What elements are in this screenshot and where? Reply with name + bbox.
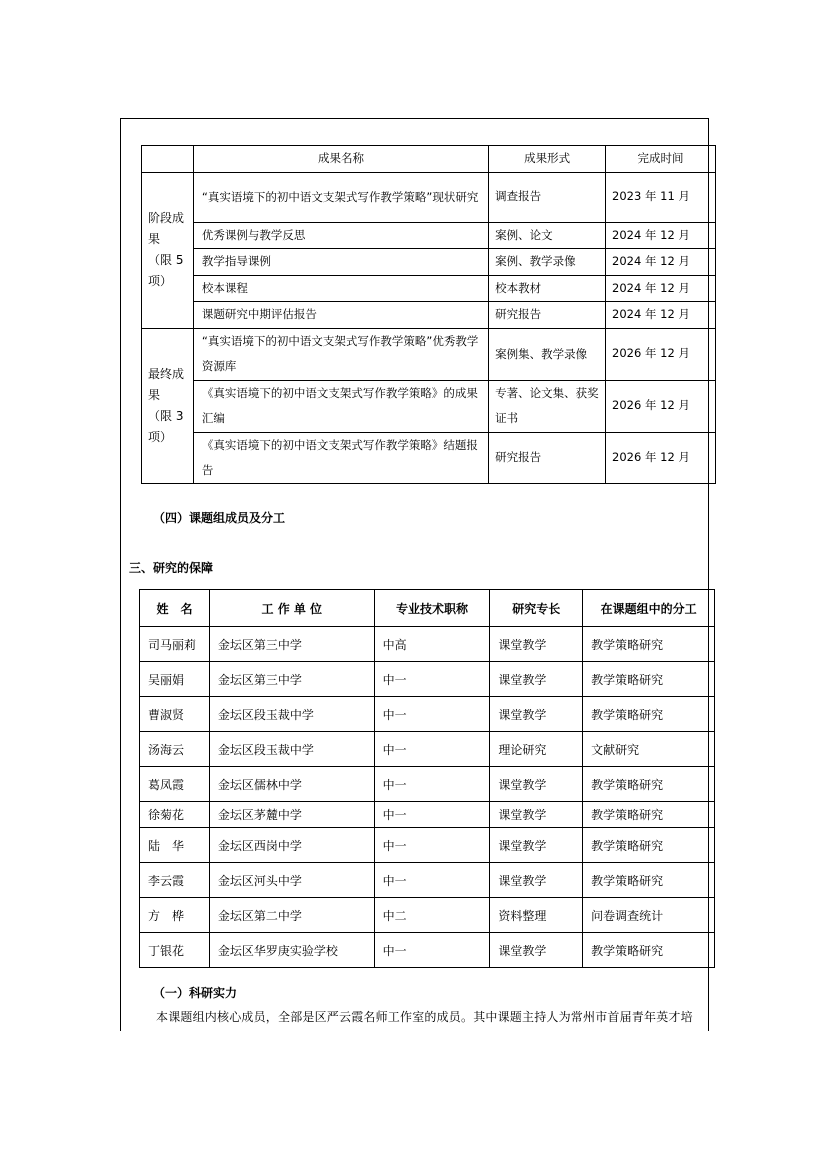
member-role: 教学策略研究 — [583, 627, 715, 662]
member-specialty: 课堂教学 — [490, 863, 583, 898]
achievement-name: 课题研究中期评估报告 — [193, 302, 488, 329]
table-row — [142, 222, 716, 249]
table-row — [140, 933, 715, 968]
member-name: 李云霞 — [140, 863, 210, 898]
table-row — [140, 697, 715, 732]
table-row — [142, 380, 716, 432]
table-header-row — [140, 590, 715, 627]
member-name: 葛凤霞 — [140, 767, 210, 802]
achievement-name: “真实语境下的初中语文支架式写作教学策略”现状研究 — [193, 172, 488, 222]
header-cell: 工 作 单 位 — [209, 590, 374, 627]
member-unit: 金坛区第三中学 — [209, 627, 374, 662]
member-title: 中一 — [374, 662, 490, 697]
header-cell: 专业技术职称 — [374, 590, 490, 627]
achievement-form: 调查报告 — [489, 172, 606, 222]
body-paragraph: 本课题组内核心成员，全部是区严云霞名师工作室的成员。其中课题主持人为常州市首届青年英才培 — [156, 1010, 693, 1024]
header-cell-empty — [142, 146, 194, 173]
member-role: 问卷调查统计 — [583, 898, 715, 933]
member-unit: 金坛区儒林中学 — [209, 767, 374, 802]
member-specialty: 课堂教学 — [490, 828, 583, 863]
table-row — [140, 662, 715, 697]
achievement-time: 2024 年 12 月 — [606, 302, 716, 329]
member-specialty: 课堂教学 — [490, 933, 583, 968]
table-row — [142, 249, 716, 276]
achievement-time: 2026 年 12 月 — [606, 328, 716, 380]
table-row — [142, 432, 716, 483]
member-name: 曹淑贤 — [140, 697, 210, 732]
achievement-form: 校本教材 — [489, 275, 606, 302]
achievement-time: 2026 年 12 月 — [606, 380, 716, 432]
member-specialty: 课堂教学 — [490, 662, 583, 697]
member-unit: 金坛区段玉裁中学 — [209, 697, 374, 732]
achievement-form: 专著、论文集、获奖证书 — [489, 380, 606, 432]
header-cell: 成果形式 — [489, 146, 606, 173]
member-specialty: 资料整理 — [490, 898, 583, 933]
achievement-name: 《真实语境下的初中语文支架式写作教学策略》结题报告 — [193, 432, 488, 483]
member-unit: 金坛区段玉裁中学 — [209, 732, 374, 767]
achievement-form: 案例集、教学录像 — [489, 328, 606, 380]
member-role: 教学策略研究 — [583, 802, 715, 828]
member-role: 教学策略研究 — [583, 828, 715, 863]
header-cell: 研究专长 — [490, 590, 583, 627]
member-specialty: 课堂教学 — [490, 802, 583, 828]
achievement-time: 2023 年 11 月 — [606, 172, 716, 222]
subsection-1-title: （一）科研实力 — [153, 986, 238, 1000]
table-row — [140, 828, 715, 863]
table-row — [140, 767, 715, 802]
member-specialty: 课堂教学 — [490, 767, 583, 802]
header-cell: 在课题组中的分工 — [583, 590, 715, 627]
member-name: 司马丽莉 — [140, 627, 210, 662]
achievement-name: 《真实语境下的初中语文支架式写作教学策略》的成果汇编 — [193, 380, 488, 432]
table-header-row — [142, 146, 716, 173]
achievement-form: 研究报告 — [489, 432, 606, 483]
member-title: 中一 — [374, 933, 490, 968]
member-name: 徐菊花 — [140, 802, 210, 828]
member-unit: 金坛区第二中学 — [209, 898, 374, 933]
member-role: 教学策略研究 — [583, 933, 715, 968]
table-row — [140, 898, 715, 933]
achievement-time: 2024 年 12 月 — [606, 249, 716, 276]
member-title: 中高 — [374, 627, 490, 662]
header-cell: 成果名称 — [193, 146, 488, 173]
achievement-name: 优秀课例与教学反思 — [193, 222, 488, 249]
member-unit: 金坛区第三中学 — [209, 662, 374, 697]
member-role: 文献研究 — [583, 732, 715, 767]
member-title: 中一 — [374, 732, 490, 767]
member-role: 教学策略研究 — [583, 767, 715, 802]
table-row — [142, 302, 716, 329]
member-unit: 金坛区茅麓中学 — [209, 802, 374, 828]
table-row — [142, 275, 716, 302]
member-title: 中一 — [374, 697, 490, 732]
member-name: 吴丽娟 — [140, 662, 210, 697]
table-row — [142, 172, 716, 222]
table-row — [140, 863, 715, 898]
achievements-table — [141, 145, 716, 484]
achievement-time: 2024 年 12 月 — [606, 275, 716, 302]
member-specialty: 课堂教学 — [490, 627, 583, 662]
member-name: 方 桦 — [140, 898, 210, 933]
member-title: 中一 — [374, 828, 490, 863]
member-role: 教学策略研究 — [583, 863, 715, 898]
member-title: 中一 — [374, 863, 490, 898]
members-table — [139, 589, 715, 968]
table-row — [140, 802, 715, 828]
section-3-title: 三、研究的保障 — [129, 561, 214, 575]
achievement-time: 2026 年 12 月 — [606, 432, 716, 483]
achievement-form: 案例、论文 — [489, 222, 606, 249]
achievement-name: “真实语境下的初中语文支架式写作教学策略”优秀教学资源库 — [193, 328, 488, 380]
member-role: 教学策略研究 — [583, 697, 715, 732]
member-title: 中一 — [374, 802, 490, 828]
member-specialty: 理论研究 — [490, 732, 583, 767]
achievement-form: 研究报告 — [489, 302, 606, 329]
member-title: 中二 — [374, 898, 490, 933]
achievement-name: 校本课程 — [193, 275, 488, 302]
member-unit: 金坛区西岗中学 — [209, 828, 374, 863]
section-4-title: （四）课题组成员及分工 — [153, 511, 286, 525]
member-specialty: 课堂教学 — [490, 697, 583, 732]
final-achievements-label: 最终成果 （限 3 项） — [142, 328, 194, 483]
achievement-name: 教学指导课例 — [193, 249, 488, 276]
table-row — [140, 732, 715, 767]
member-role: 教学策略研究 — [583, 662, 715, 697]
header-cell: 姓 名 — [140, 590, 210, 627]
member-unit: 金坛区河头中学 — [209, 863, 374, 898]
member-name: 丁银花 — [140, 933, 210, 968]
member-title: 中一 — [374, 767, 490, 802]
table-row — [140, 627, 715, 662]
header-cell: 完成时间 — [606, 146, 716, 173]
stage-achievements-label: 阶段成果 （限 5 项） — [142, 172, 194, 328]
achievement-time: 2024 年 12 月 — [606, 222, 716, 249]
member-name: 汤海云 — [140, 732, 210, 767]
member-unit: 金坛区华罗庚实验学校 — [209, 933, 374, 968]
member-name: 陆 华 — [140, 828, 210, 863]
achievement-form: 案例、教学录像 — [489, 249, 606, 276]
table-row — [142, 328, 716, 380]
